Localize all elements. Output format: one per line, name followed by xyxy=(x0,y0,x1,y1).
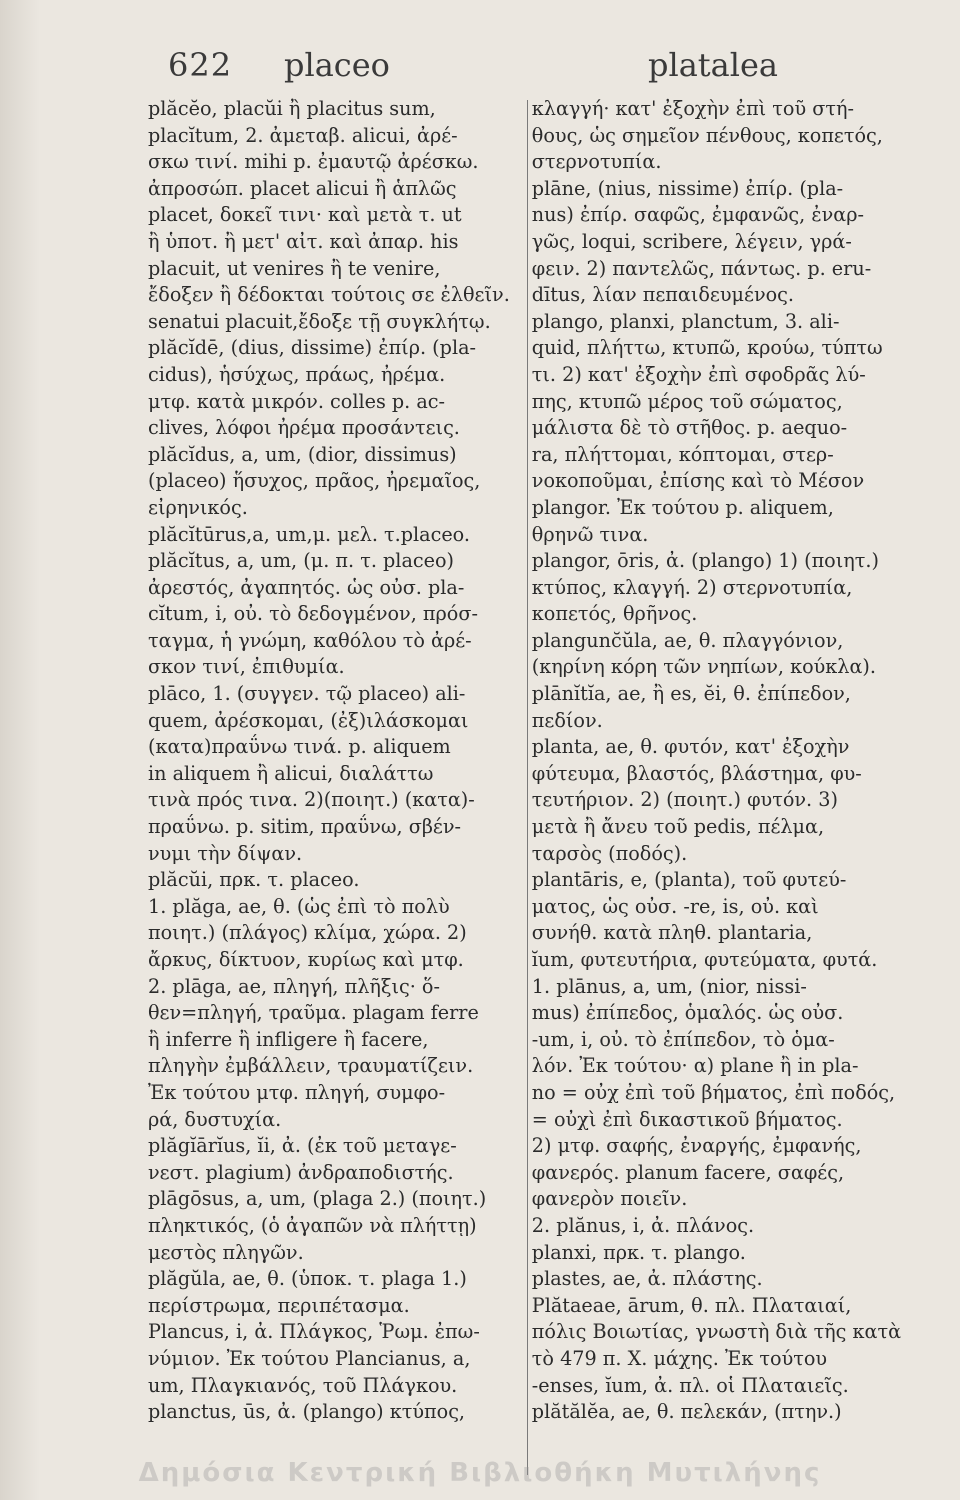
dictionary-line: quem, ἀρέσκομαι, (ἐξ)ιλάσκομαι xyxy=(148,708,469,732)
dictionary-line: nus) ἐπίρ. σαφῶς, ἐμφανῶς, ἐναρ- xyxy=(531,203,865,227)
dictionary-line: νύμιον. Ἐκ τούτου Plancianus, a, xyxy=(148,1346,471,1370)
dictionary-line: σκω τινί. mihi p. ἐμαυτῷ ἀρέσκω. xyxy=(148,150,479,174)
dictionary-line: λόν. Ἐκ τούτου· α) plane ἢ in pla- xyxy=(531,1054,859,1078)
dictionary-line: φανερός. planum facere, σαφές, xyxy=(531,1160,845,1184)
dictionary-line: -um, i, οὐ. τὸ ἐπίπεδον, τὸ ὁμα- xyxy=(531,1027,835,1051)
dictionary-line: plăcĕo, placŭi ἢ placitus sum, xyxy=(148,97,436,120)
dictionary-line: cĭtum, i, οὐ. τὸ δεδογμένον, πρόσ- xyxy=(148,602,478,626)
dictionary-line: -enses, ĭum, ἀ. πλ. οἱ Πλαταιεῖς. xyxy=(531,1373,849,1397)
right-column xyxy=(528,96,901,1426)
dictionary-line: 1. plānus, a, um, (nior, nissi- xyxy=(531,974,807,998)
dictionary-line: mus) ἐπίπεδος, ὁμαλός. ὡς οὐσ. xyxy=(531,1001,844,1025)
dictionary-line: plantāris, e, (planta), τοῦ φυτεύ- xyxy=(531,868,847,892)
page-header xyxy=(148,32,890,96)
dictionary-line: dītus, λίαν πεπαιδευμένος. xyxy=(531,283,795,307)
book-gutter xyxy=(0,0,40,1500)
dictionary-line: Plătaeae, ārum, θ. πλ. Πλαταιαί, xyxy=(531,1293,852,1317)
dictionary-line: plăcĭtūrus,a, um,μ. μελ. τ.placeo. xyxy=(148,522,470,546)
dictionary-line: νεστ. plagium) ἀνδραποδιστής. xyxy=(148,1160,454,1184)
dictionary-line: συνήθ. κατὰ πληθ. plantaria, xyxy=(531,921,813,945)
dictionary-line: τὸ 479 π. Χ. μάχης. Ἐκ τούτου xyxy=(531,1346,828,1370)
dictionary-line: πης, κτυπῶ μέρος τοῦ σώματος, xyxy=(531,389,843,413)
dictionary-line: πεδίον. xyxy=(531,708,603,732)
dictionary-line: ρά, δυστυχία. xyxy=(148,1107,282,1131)
dictionary-line: senatui placuit,ἔδοξε τῇ συγκλήτῳ. xyxy=(148,309,491,333)
left-running-headword: placeo xyxy=(284,46,390,84)
dictionary-line: 2. plănus, i, ἀ. πλάνος. xyxy=(531,1213,755,1237)
dictionary-line: ἄρκυς, δίκτυον, κυρίως καὶ μτφ. xyxy=(148,948,464,971)
dictionary-line: εἰρηνικός. xyxy=(148,495,248,519)
dictionary-line: planxi, πρκ. τ. plango. xyxy=(531,1240,746,1264)
dictionary-line: ποιητ.) (πλάγος) κλίμα, χώρα. 2) xyxy=(148,921,467,945)
dictionary-line: plānĭtĭa, ae, ἢ es, ĕi, θ. ἐπίπεδον, xyxy=(531,682,851,706)
dictionary-line: um, Πλαγκιανός, τοῦ Πλάγκου. xyxy=(148,1373,458,1397)
dictionary-line: (κηρίνη κόρη τῶν νηπίων, κούκλα). xyxy=(531,655,876,679)
dictionary-line: plăgĭārĭus, ĭi, ἀ. (ἐκ τοῦ μεταγε- xyxy=(148,1134,457,1158)
dictionary-line: τευτήριον. 2) (ποιητ.) φυτόν. 3) xyxy=(531,788,838,812)
dictionary-line: (κατα)πραΰνω τινά. p. aliquem xyxy=(148,735,451,759)
dictionary-line: plangunc̆ŭla, ae, θ. πλαγγόνιον, xyxy=(531,628,844,652)
dictionary-line: in aliquem ἢ alicui, διαλάττω xyxy=(148,761,434,785)
dictionary-line: πληγὴν ἐμβάλλειν, τραυματίζειν. xyxy=(148,1054,474,1078)
dictionary-line: plangor, ōris, ἀ. (plango) 1) (ποιητ.) xyxy=(531,549,879,573)
dictionary-line: τινὰ πρός τινα. 2)(ποιητ.) (κατα)- xyxy=(148,788,475,812)
dictionary-line: ταγμα, ἡ γνώμη, καθόλου τὸ ἀρέ- xyxy=(148,628,472,652)
dictionary-line: μάλιστα δὲ τὸ στῆθος. p. aequo- xyxy=(531,416,848,440)
dictionary-line: plăcĭtus, a, um, (μ. π. τ. placeo) xyxy=(148,549,455,573)
dictionary-line: plāne, (nius, nissime) ἐπίρ. (pla- xyxy=(531,176,844,200)
dictionary-line: μεστὸς πληγῶν. xyxy=(148,1240,304,1264)
dictionary-line: στερνοτυπία. xyxy=(531,150,662,174)
right-running-headword: platalea xyxy=(648,46,778,84)
dictionary-line: plāco, 1. (συγγεν. τῷ placeo) ali- xyxy=(148,682,466,706)
dictionary-line: quid, πλήττω, κτυπῶ, κρούω, τύπτω xyxy=(531,336,883,360)
dictionary-line: = οὐχὶ ἐπὶ δικαστικοῦ βήματος. xyxy=(531,1107,843,1131)
dictionary-line: κοπετός, θρῆνος. xyxy=(531,602,698,626)
dictionary-line: plăcĭdē, (dius, dissime) ἐπίρ. (pla- xyxy=(148,336,477,360)
dictionary-line: clives, λόφοι ἠρέμα προσάντεις. xyxy=(148,416,460,440)
dictionary-line: ταρσὸς (ποδός). xyxy=(531,841,688,865)
dictionary-line: plăcŭi, πρκ. τ. placeo. xyxy=(148,868,360,892)
dictionary-line: ἔδοξεν ἢ δέδοκται τούτοις σε ἐλθεῖν. xyxy=(148,283,510,307)
dictionary-line: πόλις Βοιωτίας, γνωστὴ διὰ τῆς κατὰ xyxy=(531,1320,902,1344)
dictionary-line: φύτευμα, βλαστός, βλάστημα, φυ- xyxy=(531,761,862,785)
dictionary-line: νοκοποῦμαι, ἐπίσης καὶ τὸ Μέσον xyxy=(531,469,865,493)
dictionary-line: Ἐκ τούτου μτφ. πληγή, συμφο- xyxy=(148,1080,446,1104)
dictionary-line: planta, ae, θ. φυτόν, κατ' ἐξοχὴν xyxy=(531,735,850,759)
dictionary-line: plăcĭdus, a, um, (dior, dissimus) xyxy=(148,442,457,466)
dictionary-line: plăgŭla, ae, θ. (ὑποκ. τ. plaga 1.) xyxy=(148,1267,467,1291)
dictionary-line: 2) μτφ. σαφής, ἐναργής, ἐμφανής, xyxy=(531,1134,862,1158)
left-column xyxy=(148,96,510,1426)
dictionary-line: plangor. Ἐκ τούτου p. aliquem, xyxy=(531,495,834,519)
dictionary-line: planctus, ūs, ἀ. (plango) κτύπος, xyxy=(148,1400,466,1424)
dictionary-line: φανερὸν ποιεῖν. xyxy=(531,1187,688,1211)
dictionary-line: ἀρεστός, ἀγαπητός. ὡς οὐσ. pla- xyxy=(148,575,465,599)
dictionary-line: μετὰ ἢ ἄνευ τοῦ pedis, πέλμα, xyxy=(531,815,825,839)
dictionary-line: plastes, ae, ἀ. πλάστης. xyxy=(531,1267,763,1291)
dictionary-line: θεν=πληγή, τραῦμα. plagam ferre xyxy=(148,1001,479,1025)
dictionary-line: γῶς, loqui, scribere, λέγειν, γρά- xyxy=(531,229,852,253)
dictionary-line: plāgōsus, a, um, (plaga 2.) (ποιητ.) xyxy=(148,1187,487,1211)
dictionary-line: ἀπροσώπ. placet alicui ἢ ἁπλῶς xyxy=(148,176,457,200)
dictionary-line: μτφ. κατὰ μικρόν. colles p. ac- xyxy=(148,389,446,413)
dictionary-line: ἢ ὑποτ. ἢ μετ' αἰτ. καὶ ἀπαρ. his xyxy=(148,229,459,253)
dictionary-line: ĭum, φυτευτήρια, φυτεύματα, φυτά. xyxy=(531,948,878,971)
library-watermark: Δημόσια Κεντρική Βιβλιοθήκη Μυτιλήνης xyxy=(138,1458,822,1488)
dictionary-line: πραΰνω. p. sitim, πραΰνω, σβέν- xyxy=(148,815,462,839)
dictionary-line: κτύπος, κλαγγή. 2) στερνοτυπία, xyxy=(531,575,853,599)
dictionary-line: Plancus, i, ἀ. Πλάγκος, Ῥωμ. ἐπω- xyxy=(148,1320,480,1344)
dictionary-line: no = οὐχ ἐπὶ τοῦ βήματος, ἐπὶ ποδός, xyxy=(531,1080,896,1104)
dictionary-line: νυμι τὴν δίψαν. xyxy=(148,841,303,865)
dictionary-line: κλαγγή· κατ' ἐξοχὴν ἐπὶ τοῦ στή- xyxy=(531,97,854,120)
dictionary-line: 2. plāga, ae, πληγή, πλῆξις· ὅ- xyxy=(148,974,440,998)
dictionary-line: πληκτικός, (ὁ ἀγαπῶν νὰ πλήττῃ) xyxy=(148,1213,477,1237)
dictionary-line: 1. plăga, ae, θ. (ὡς ἐπὶ τὸ πολὺ xyxy=(148,894,450,918)
dictionary-line: θους, ὡς σημεῖον πένθους, κοπετός, xyxy=(531,123,883,147)
dictionary-line: (placeo) ἥσυχος, πρᾶος, ἠρεμαῖος, xyxy=(148,469,481,493)
dictionary-line: cidus), ἡσύχως, πράως, ἠρέμα. xyxy=(148,362,446,386)
dictionary-line: θρηνῶ τινα. xyxy=(531,522,649,546)
dictionary-line: ματος, ὡς οὐσ. -re, is, οὐ. καὶ xyxy=(531,894,819,918)
dictionary-line: σκον τινί, ἐπιθυμία. xyxy=(148,655,345,679)
dictionary-line: περίστρωμα, περιπέτασμα. xyxy=(148,1293,410,1317)
dictionary-line: plătălĕa, ae, θ. πελεκάν, (πτην.) xyxy=(531,1400,842,1424)
page-number: 622 xyxy=(168,46,233,84)
dictionary-line: φειν. 2) παντελῶς, πάντως. p. eru- xyxy=(531,256,872,280)
text-columns xyxy=(148,96,902,1426)
dictionary-line: ἢ inferre ἢ infligere ἢ facere, xyxy=(148,1027,429,1051)
dictionary-line: placet, δοκεῖ τινι· καὶ μετὰ τ. ut xyxy=(148,203,462,227)
dictionary-line: ra, πλήττομαι, κόπτομαι, στερ- xyxy=(531,442,834,466)
dictionary-line: plango, planxi, planctum, 3. ali- xyxy=(531,309,840,333)
dictionary-line: placĭtum, 2. ἀμεταβ. alicui, ἀρέ- xyxy=(148,123,458,147)
dictionary-line: τι. 2) κατ' ἐξοχὴν ἐπὶ σφοδρᾶς λύ- xyxy=(531,362,866,386)
column-divider xyxy=(527,100,528,1475)
dictionary-line: placuit, ut venires ἢ te venire, xyxy=(148,256,441,280)
